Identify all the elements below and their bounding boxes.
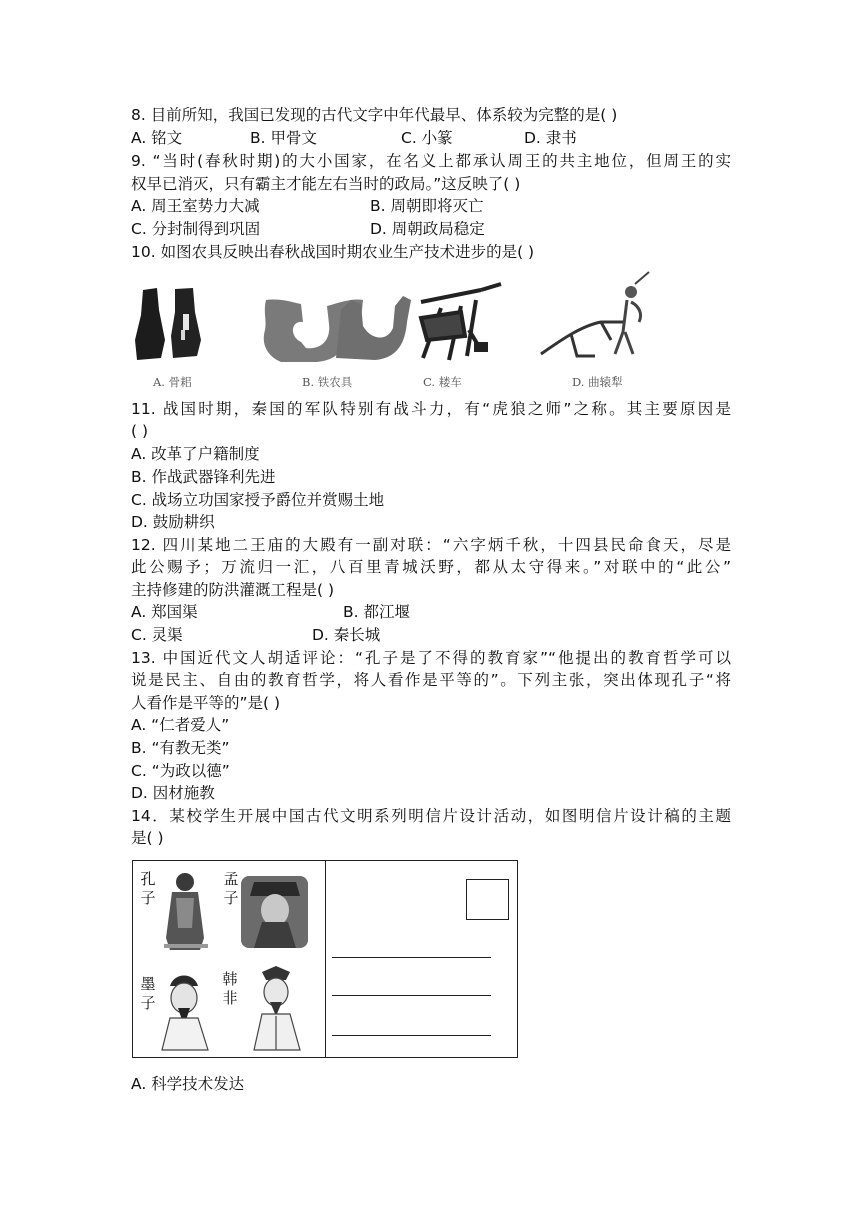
seed-drill-image [421,284,501,360]
caption-a: A. 骨耜 [153,375,192,389]
caption-c: C. 耧车 [423,375,462,389]
q10-stem: 10. 如图农具反映出春秋战国时期农业生产技术进步的是( ) [131,243,535,261]
q11-stem-line-2: ( ) [131,422,149,440]
postcard-divider [325,860,326,1058]
postcard-address-line [332,1035,491,1036]
philosopher-portraits [150,868,320,1054]
name-mozi: 墨子 [140,975,156,1012]
q9-option-c: C. 分封制得到巩固 [131,220,261,238]
q9-option-d: D. 周朝政局稳定 [370,220,485,238]
q9-stem-line-2: 权早已消灭，只有霸主才能左右当时的政局。”这反映了( ) [131,175,521,193]
postcard-address-line [332,957,491,958]
q11-stem-line-1: 11. 战国时期，秦国的军队特别有战斗力，有“虎狼之师”之称。其主要原因是 [131,400,731,418]
q11-option-d: D. 鼓励耕织 [131,513,215,531]
q9-option-a: A. 周王室势力大减 [131,197,260,215]
bone-spade-image [135,288,201,360]
iron-tools-image [264,296,411,362]
q11-option-b: B. 作战武器锋利先进 [131,468,276,486]
caption-d: D. 曲辕犁 [572,375,623,389]
farm-tools-illustration [131,270,661,390]
q11-option-a: A. 改革了户籍制度 [131,445,260,463]
farm-tools-figure [131,270,661,390]
q14-stem-line-2: 是( ) [131,829,164,847]
q14-stem-line-1: 14．某校学生开展中国古代文明系列明信片设计活动，如图明信片设计稿的主题 [131,807,731,825]
q13-option-d: D. 因材施教 [131,784,215,802]
q13-option-c: C. “为政以德” [131,762,230,780]
curved-plow-image [541,272,649,356]
q13-option-b: B. “有教无类” [131,739,230,757]
mozi-portrait [162,976,208,1051]
q8-stem: 8. 目前所知，我国已发现的古代文字中年代最早、体系较为完整的是( ) [131,106,618,124]
q8-option-a: A. 铭文 [131,129,183,147]
q13-option-a: A. “仁者爱人” [131,716,230,734]
q9-option-b: B. 周朝即将灭亡 [370,197,484,215]
q12-option-b: B. 都江堰 [343,603,410,621]
name-han-fei: 韩非 [222,970,238,1007]
q9-stem-line-1: 9. “当时(春秋时期)的大小国家，在名义上都承认周王的共主地位，但周王的实 [131,152,731,170]
postcard-stamp-box [466,879,509,920]
han-fei-portrait [254,966,300,1050]
q14-option-a: A. 科学技术发达 [131,1075,245,1093]
q12-stem-line-2: 此公赐予；万流归一汇，八百里青城沃野，都从太守得来。”对联中的“此公” [131,558,731,576]
q8-option-d: D. 隶书 [524,129,577,147]
mencius-portrait [241,876,308,948]
q12-stem-line-3: 主持修建的防洪灌溉工程是( ) [131,581,335,599]
q12-stem-line-1: 12. 四川某地二王庙的大殿有一副对联：“六字炳千秋，十四县民命食天，尽是 [131,536,731,554]
name-mencius: 孟子 [223,870,239,907]
q13-stem-line-1: 13. 中国近代文人胡适评论：“孔子是了不得的教育家”“他提出的教育哲学可以 [131,649,731,667]
q11-option-c: C. 战场立功国家授予爵位并赏赐土地 [131,491,385,509]
confucius-portrait [164,873,208,950]
q13-stem-line-3: 人看作是平等的”是( ) [131,694,281,712]
caption-b: B. 铁农具 [302,375,353,389]
q8-option-b: B. 甲骨文 [250,129,317,147]
q12-option-c: C. 灵渠 [131,626,183,644]
name-confucius: 孔子 [140,870,156,907]
q12-option-d: D. 秦长城 [312,626,381,644]
q8-option-c: C. 小篆 [401,129,453,147]
postcard-address-line [332,995,491,996]
q12-option-a: A. 郑国渠 [131,603,198,621]
q13-stem-line-2: 说是民主、自由的教育哲学，将人看作是平等的”。下列主张，突出体现孔子“将 [131,671,731,689]
